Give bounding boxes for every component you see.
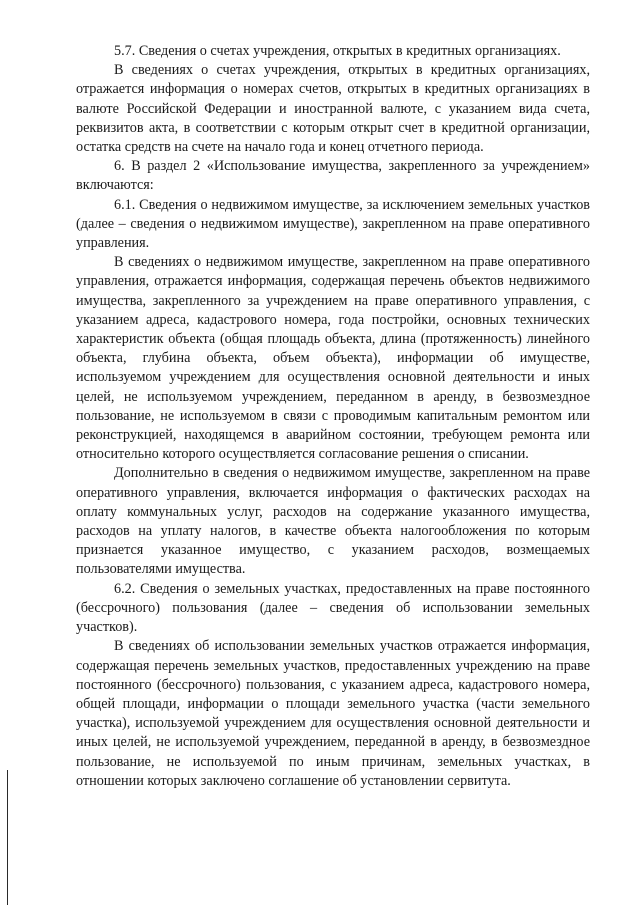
paragraph-5-7-heading: 5.7. Сведения о счетах учреждения, открытых в кредитных организациях. — [114, 43, 561, 59]
paragraph-section-2-intro: 6. В раздел 2 «Использование имущества, закрепленного за учреждением» включаются: — [76, 158, 590, 194]
paragraph-land-plots-info: В сведениях об использовании земельных участков отражается информация, содержащая перечень земельных участков, предоставленных учреждению на праве постоянного (бессрочного) пользования, с указанием адреса, кадастрового номера, общей площади, информации о площади земельного участка (части земельного участка), используемой учреждением для осуществления основной деятельности и иных целей, не используемой учреждением, переданной в аренду, в безвозмездное пользование, не используемой по иным причинам, земельных участках, в отношении которых заключено соглашение об установлении сервитута. — [76, 638, 590, 789]
paragraph-real-estate-expenses: Дополнительно в сведения о недвижимом имуществе, закрепленном на праве оперативного управления, включается информация о фактических расходах на оплату коммунальных услуг, расходов на содержание указанного имущества, расходов на уплату налогов, в качестве объекта налогообложения по которым признается указанное имущество, с указанием расходов, возмещаемых пользователями имущества. — [76, 465, 590, 578]
scan-edge-line — [7, 770, 8, 905]
paragraph-6-2-heading: 6.2. Сведения о земельных участках, предоставленных на праве постоянного (бессрочного) пользования (далее – сведения об использовании земельных участков). — [76, 580, 590, 636]
document-body — [76, 42, 590, 791]
paragraph-6-1-heading: 6.1. Сведения о недвижимом имуществе, за исключением земельных участков (далее – сведения о недвижимом имуществе), закрепленном на праве оперативного управления. — [76, 196, 590, 252]
paragraph-real-estate-info: В сведениях о недвижимом имуществе, закрепленном на праве оперативного управления, отражается информация, содержащая перечень объектов недвижимого имущества, закрепленного за учреждением на праве оперативного управления, с указанием адреса, кадастрового номера, года постройки, основных технических характеристик объекта (общая площадь объекта, длина (протяженность) линейного объекта, глубина объекта, объем объекта), информации об имуществе, используемом учреждением для осуществления основной деятельности и иных целей, не используемом учреждением, переданном в аренду, в безвозмездное пользование, не используемом в связи с проводимым капитальным ремонтом или реконструкцией, находящемся в аварийном состоянии, требующем ремонта или относительно которого осуществляется согласование решения о списании. — [76, 254, 590, 463]
paragraph-accounts-info: В сведениях о счетах учреждения, открытых в кредитных организациях, отражается информация о номерах счетов, открытых в кредитных организациях в валюте Российской Федерации и иностранной валюте, с указанием вида счета, реквизитов акта, в соответствии с которым открыт счет в кредитной организации, остатка средств на счете на начало года и конец отчетного периода. — [76, 62, 590, 156]
